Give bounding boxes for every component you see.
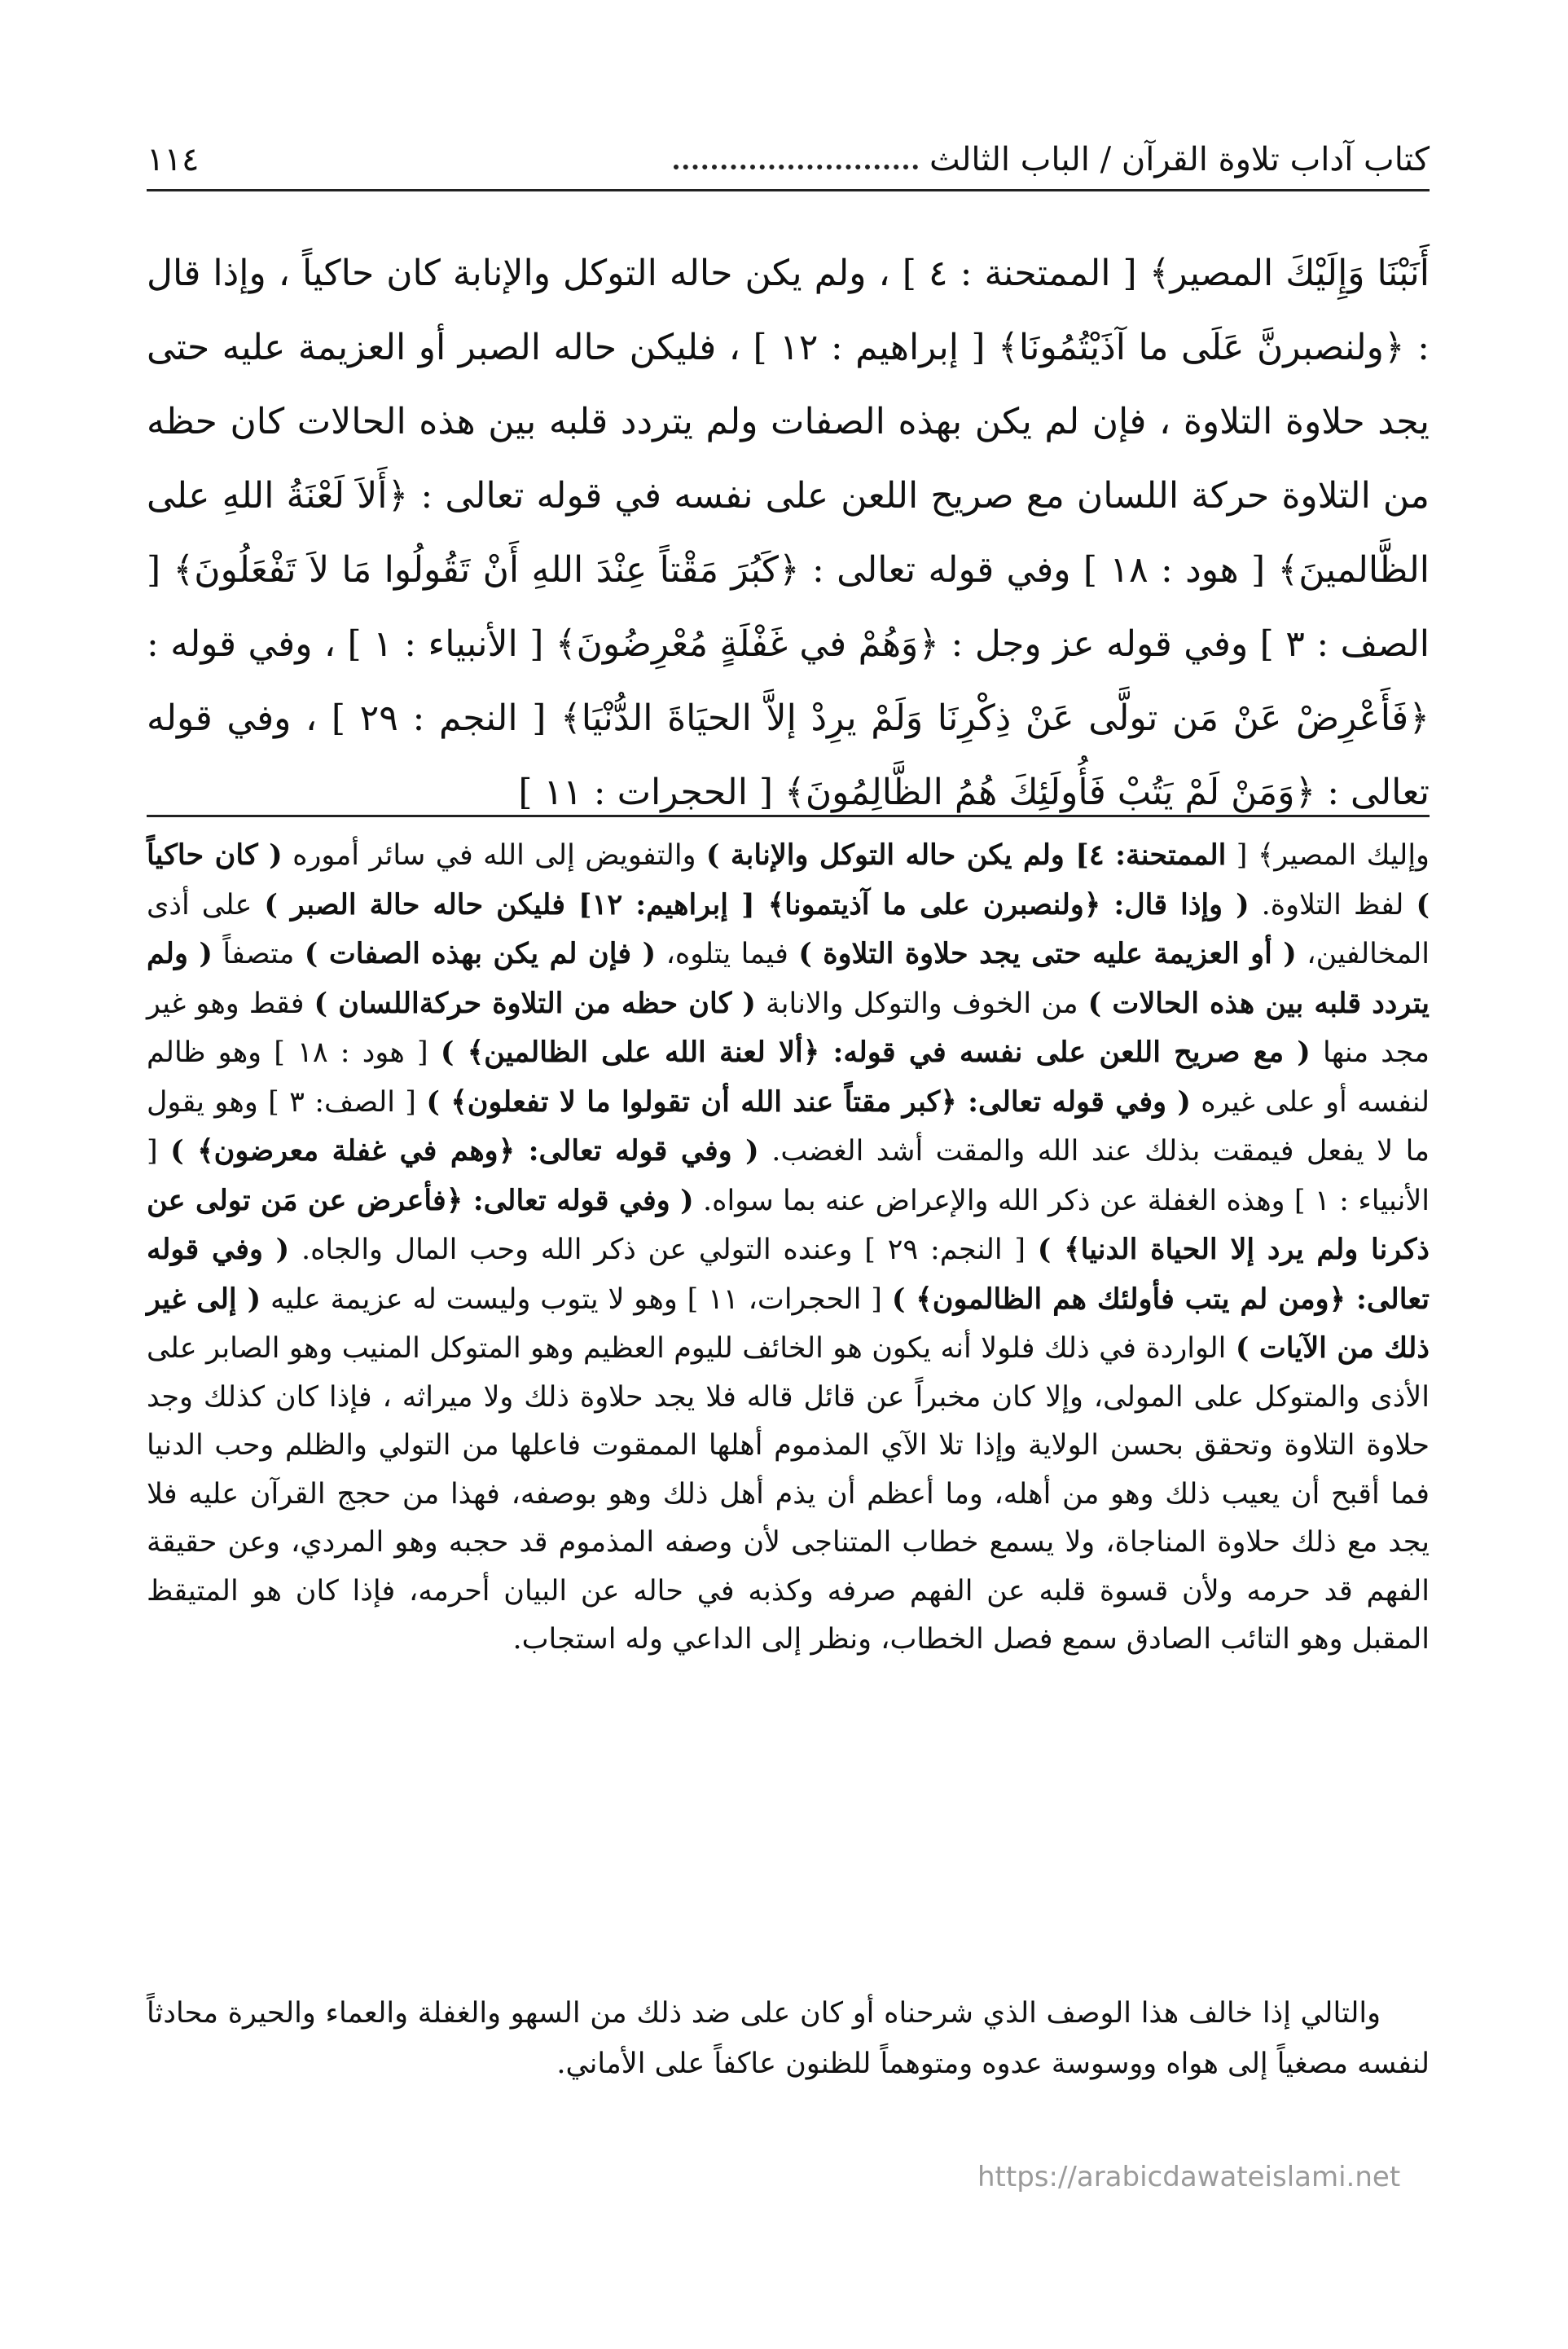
- commentary-text: [ الحجرات، ١١ ] وهو لا يتوب وليست له عزيمة عليه: [261, 1282, 892, 1316]
- commentary-quoted-text: ( كان حظه من التلاوة حركةاللسان ): [314, 986, 756, 1020]
- commentary-quoted-text: ( وفي قوله تعالى: ﴿وهم في غفلة معرضون﴾ ): [170, 1134, 759, 1168]
- commentary-quoted-text: ( فإن لم يكن بهذه الصفات ): [304, 937, 657, 970]
- text-separator-rule: [147, 815, 1430, 817]
- commentary-text: وإليك المصير﴾ [: [1226, 839, 1430, 872]
- commentary-text: فيما يتلوه،: [656, 938, 799, 970]
- commentary-text: لفظ التلاوة.: [1249, 888, 1416, 922]
- commentary-text: [ الأنبياء : ١ ] وهذه الغفلة عن ذكر الله والإعراض عنه بما سواه.: [147, 1135, 1430, 1217]
- commentary-quoted-text: ( وفي قوله تعالى: ﴿كبر مقتاً عند الله أن تقولوا ما لا تفعلون﴾ ): [426, 1084, 1191, 1119]
- commentary-text: متصفاً: [212, 938, 305, 970]
- page-number: ١١٤: [147, 141, 200, 178]
- commentary-quoted-text: ( ولم يتردد قلبه بين هذه الحالات ): [147, 937, 1430, 1020]
- main-paragraph: أَنَبْنَا وَإِلَيْكَ المصير﴾ [ الممتحنة : ٤ ] ، ولم يكن حاله التوكل والإنابة كان حاكياً ، وإذا قال : ﴿ولنصبرنَّ عَلَى ما آذَيْتُمُونَا﴾ [ إبراهيم : ١٢ ] ، فليكن حاله الصبر أو العزيمة عليه حتى يجد حلاوة التلاوة ، فإن لم يكن بهذه الصفات ولم يتردد قلبه بين هذه الحالات كان حظه من التلاوة حركة اللسان مع صريح اللعن على نفسه في قوله تعالى : ﴿أَلاَ لَعْنَةُ اللهِ على الظَّالمينَ﴾ [ هود : ١٨ ] وفي قوله تعالى : ﴿كَبُرَ مَقْتاً عِنْدَ اللهِ أَنْ تَقُولُوا مَا لاَ تَفْعَلُونَ﴾ [ الصف : ٣ ] وفي قوله عز وجل : ﴿وَهُمْ في غَفْلَةٍ مُعْرِضُونَ﴾ [ الأنبياء : ١ ] ، وفي قوله : ﴿فَأَعْرِضْ عَنْ مَن تولَّى عَنْ ذِكْرِنَا وَلَمْ يرِدْ إلاَّ الحيَاةَ الدُّنْيَا﴾ [ النجم : ٢٩ ] ، وفي قوله تعالى : ﴿وَمَنْ لَمْ يَتُبْ فَأُولَئِكَ هُمُ الظَّالِمُونَ﴾ [ الحجرات : ١١ ]: [147, 253, 1430, 813]
- commentary-quoted-text: ( مع صريح اللعن على نفسه في قوله: ﴿ألا لعنة الله على الظالمين﴾ ): [440, 1036, 1311, 1069]
- commentary-quoted-text: ( وإذا قال: ﴿ولنصبرن على ما آذيتمونا﴾ [ إبراهيم: ١٢] فليكن حاله حالة الصبر ): [264, 887, 1250, 922]
- commentary: [147, 831, 1430, 1665]
- commentary-text: من الخوف والتوكل والانابة: [755, 987, 1088, 1020]
- closing-text: [147, 1988, 1430, 2089]
- commentary-quoted-text: ( وفي قوله تعالى: ﴿ومن لم يتب فأولئك هم الظالمون﴾ ): [147, 1233, 1430, 1316]
- commentary-quoted-text: ( إلى غير ذلك من الآيات ): [147, 1282, 1430, 1365]
- running-header: [147, 122, 1430, 179]
- commentary-text: [ هود : ١٨ ] وهو ظالم لنفسه أو على غيره: [147, 1036, 1430, 1119]
- commentary-text: الواردة في ذلك فلولا أنه يكون هو الخائف لليوم العظيم وهو المتوكل المنيب وهو الصابر على الأذى والمتوكل على المولى، وإلا كان مخبراً عن قائل قاله فلا يجد حلاوة ذلك ولا ميراثه ، فإذا كان كذلك وجد حلاوة التلاوة وتحقق بحسن الولاية وإذا تلا الآي المذموم أهلها الممقوت فاعلها من التولي والظلم وحب الدنيا فما أقبح أن يعيب ذلك وهو من أهله، وما أعظم أن يذم أهل ذلك وهو بوصفه، فهذا من حجج القرآن عليه فلا يجد مع ذلك حلاوة المناجاة، ولا يسمع خطاب المتناجى لأن وصفه المذموم قد حجبه وهو المردي، وعن حقيقة الفهم قد حرمه ولأن قسوة قلبه عن الفهم صرفه وكذبه في حاله عن البيان أحرمه، فإذا كان هو المتيقظ المقبل وهو التائب الصادق سمع فصل الخطاب، ونظر إلى الداعي وله استجاب.: [147, 1332, 1430, 1656]
- header-rule: [147, 189, 1430, 191]
- commentary-text: والتفويض إلى الله في سائر أموره: [282, 839, 706, 872]
- source-watermark: https://arabicdawateislami.net: [977, 2161, 1401, 2193]
- commentary-quoted-text: ( كان حاكياً ): [147, 838, 1430, 922]
- commentary-quoted-text: الممتحنة: ٤] ولم يكن حاله التوكل والإنابة ): [705, 838, 1227, 872]
- running-title: كتاب آداب تلاوة القرآن / الباب الثالث: [929, 141, 1430, 178]
- commentary-text: [ النجم: ٢٩ ] وعنده التولي عن ذكر الله وحب المال والجاه.: [289, 1234, 1038, 1266]
- commentary-quoted-text: ( وفي قوله تعالى: ﴿فأعرض عن مَن تولى عن ذكرنا ولم يرد إلا الحياة الدنيا﴾ ): [147, 1183, 1430, 1266]
- closing-paragraph: والتالي إذا خالف هذا الوصف الذي شرحناه أو كان على ضد ذلك من السهو والغفلة والعماء والحيرة محادثاً لنفسه مصغياً إلى هواه ووسوسة عدوه ومتوهماً للظنون عاكفاً على الأماني.: [147, 1997, 1430, 2080]
- commentary-quoted-text: ( أو العزيمة عليه حتى يجد حلاوة التلاوة ): [798, 937, 1297, 970]
- commentary-text: فقط وهو غير مجد منها: [147, 987, 1430, 1069]
- main-text: [147, 236, 1430, 829]
- dotted-leader: [674, 165, 918, 169]
- commentary-text: على أذى المخالفين،: [147, 888, 1430, 970]
- commentary-paragraph: [147, 831, 1430, 1665]
- running-title-wrap: [674, 140, 1430, 179]
- commentary-text: [ الصف: ٣ ] وهو يقول ما لا يفعل فيمقت بذلك عند الله والمقت أشد الغضب.: [147, 1085, 1430, 1168]
